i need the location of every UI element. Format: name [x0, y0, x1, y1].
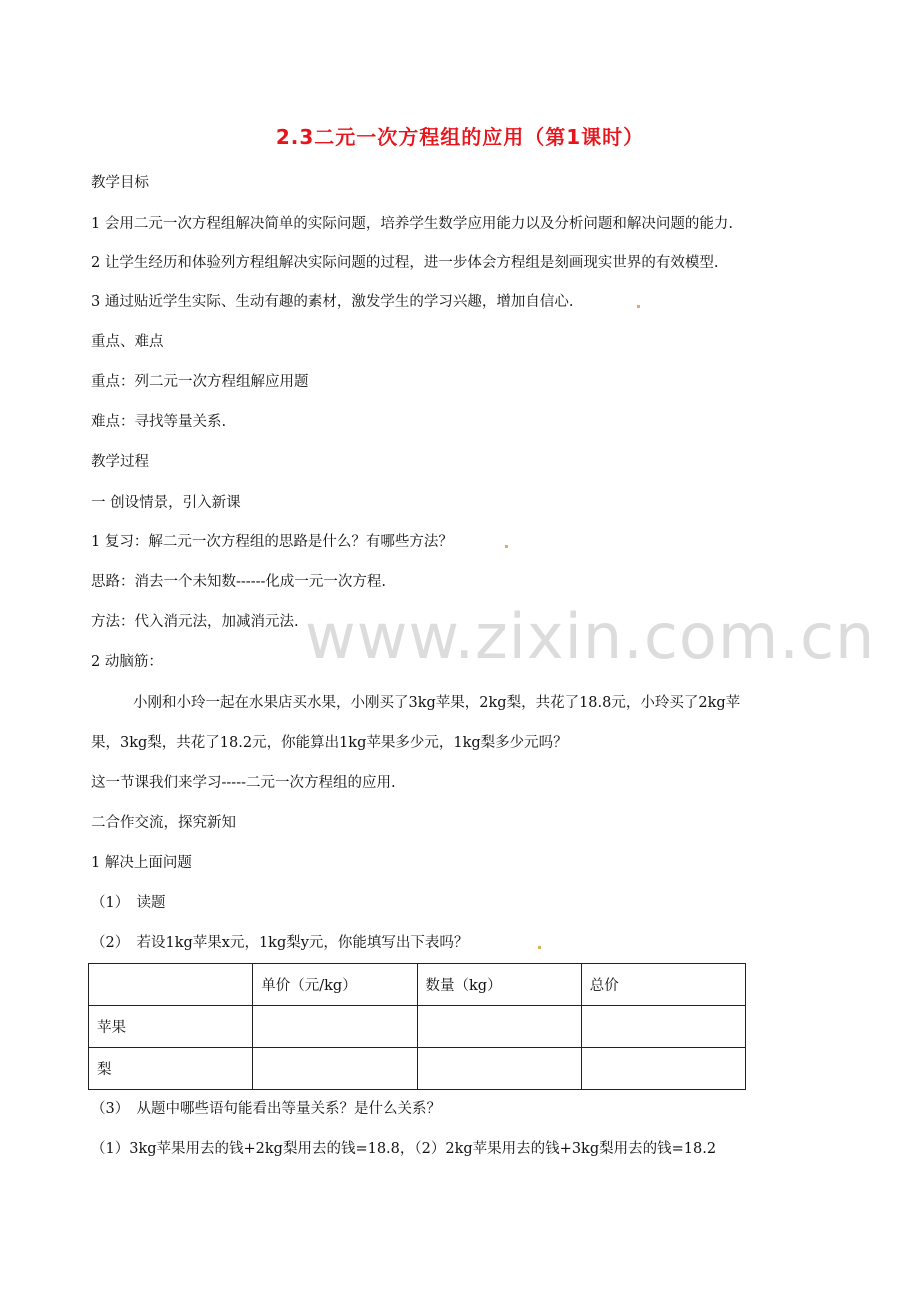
- table-header-cell: 单价（元/kg）: [253, 964, 417, 1006]
- section-1-heading: 一 创设情景，引入新课: [91, 495, 241, 511]
- objective-1: 1 会用二元一次方程组解决简单的实际问题，培养学生数学应用能力以及分析问题和解决问题的能力.: [91, 216, 733, 232]
- marker-dot: [505, 545, 508, 548]
- step-3: （3） 从题中哪些语句能看出等量关系？是什么关系？: [91, 1101, 441, 1117]
- table-cell: [253, 1006, 417, 1048]
- table-cell: [581, 1048, 745, 1090]
- heading-key-points: 重点、难点: [91, 334, 164, 350]
- difficult-point: 难点：寻找等量关系.: [91, 414, 227, 430]
- table-cell: [581, 1006, 745, 1048]
- objective-3: 3 通过贴近学生实际、生动有趣的素材，激发学生的学习兴趣，增加自信心.: [91, 294, 574, 310]
- step-2: （2） 若设1kg苹果x元，1kg梨y元，你能填写出下表吗？: [91, 935, 469, 951]
- heading-process: 教学过程: [91, 454, 149, 470]
- table-header-cell: 总价: [581, 964, 745, 1006]
- key-point: 重点：列二元一次方程组解应用题: [91, 374, 309, 390]
- lesson-intro: 这一节课我们来学习-----二元一次方程组的应用.: [91, 775, 396, 791]
- price-table: [88, 963, 746, 1090]
- brainstorm-heading: 2 动脑筋：: [91, 654, 163, 670]
- equation-relations: （1）3kg苹果用去的钱+2kg梨用去的钱=18.8，（2）2kg苹果用去的钱+3kg梨用去的钱=18.2: [91, 1141, 717, 1157]
- marker-dot: [637, 305, 640, 308]
- solve-heading: 1 解决上面问题: [91, 855, 192, 871]
- table-cell: [253, 1048, 417, 1090]
- table-header-cell: [89, 964, 253, 1006]
- table-cell: 苹果: [89, 1006, 253, 1048]
- watermark: www.zixin.com.cn: [305, 600, 876, 673]
- section-2-heading: 二合作交流，探究新知: [91, 815, 236, 831]
- marker-dot: [538, 946, 541, 949]
- heading-objectives: 教学目标: [91, 175, 149, 191]
- table-header-row: [89, 964, 746, 1006]
- table-cell: [417, 1048, 581, 1090]
- table-row: [89, 1048, 746, 1090]
- document-title: 2.3二元一次方程组的应用（第1课时）: [275, 125, 645, 149]
- step-1: （1） 读题: [91, 895, 166, 911]
- approach-text: 思路：消去一个未知数------化成一元一次方程.: [91, 574, 387, 590]
- review-question: 1 复习：解二元一次方程组的思路是什么？有哪些方法？: [91, 534, 453, 550]
- problem-text-line-1: 小刚和小玲一起在水果店买水果，小刚买了3kg苹果，2kg梨，共花了18.8元，小玲买了2kg苹: [133, 695, 741, 711]
- table-cell: [417, 1006, 581, 1048]
- table-header-cell: 数量（kg）: [417, 964, 581, 1006]
- problem-text-line-2: 果，3kg梨，共花了18.2元，你能算出1kg苹果多少元，1kg梨多少元吗？: [91, 735, 568, 751]
- table-cell: 梨: [89, 1048, 253, 1090]
- table-row: [89, 1006, 746, 1048]
- objective-2: 2 让学生经历和体验列方程组解决实际问题的过程，进一步体会方程组是刻画现实世界的有效模型.: [91, 255, 719, 271]
- methods-text: 方法：代入消元法，加减消元法.: [91, 614, 299, 630]
